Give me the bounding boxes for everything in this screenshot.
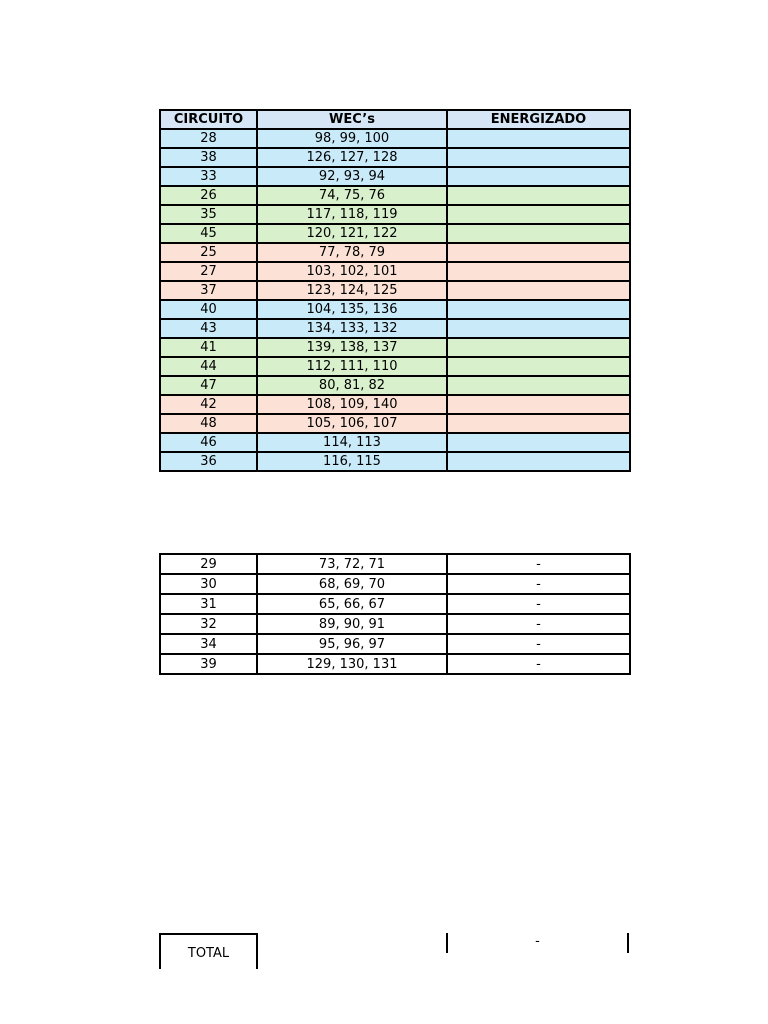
table-header-row <box>160 110 630 129</box>
wecs-cell: 92, 93, 94 <box>257 167 447 186</box>
circuito-cell: 26 <box>160 186 257 205</box>
table-row <box>160 148 630 167</box>
column-divider <box>627 933 629 953</box>
table-row <box>160 167 630 186</box>
table-row <box>160 614 630 634</box>
circuito-cell: 41 <box>160 338 257 357</box>
energizado-cell <box>447 433 630 452</box>
wecs-cell: 65, 66, 67 <box>257 594 447 614</box>
table-row <box>160 634 630 654</box>
total-row <box>159 933 629 961</box>
circuito-cell: 46 <box>160 433 257 452</box>
wecs-cell: 129, 130, 131 <box>257 654 447 674</box>
wecs-cell: 104, 135, 136 <box>257 300 447 319</box>
table-row <box>160 594 630 614</box>
total-value: - <box>535 934 540 949</box>
wecs-cell: 108, 109, 140 <box>257 395 447 414</box>
wecs-cell: 126, 127, 128 <box>257 148 447 167</box>
circuito-cell: 27 <box>160 262 257 281</box>
secondary-circuit-table <box>159 553 631 675</box>
wecs-cell: 123, 124, 125 <box>257 281 447 300</box>
circuito-cell: 33 <box>160 167 257 186</box>
circuito-cell: 44 <box>160 357 257 376</box>
header-wecs: WEC’s <box>257 110 447 129</box>
wecs-cell: 73, 72, 71 <box>257 554 447 574</box>
energizado-cell <box>447 186 630 205</box>
wecs-cell: 134, 133, 132 <box>257 319 447 338</box>
energizado-cell: - <box>447 654 630 674</box>
energizado-cell: - <box>447 614 630 634</box>
circuito-cell: 34 <box>160 634 257 654</box>
circuito-cell: 47 <box>160 376 257 395</box>
circuito-cell: 29 <box>160 554 257 574</box>
energizado-cell <box>447 224 630 243</box>
table-row <box>160 281 630 300</box>
energizado-cell <box>447 338 630 357</box>
energizado-cell <box>447 129 630 148</box>
wecs-cell: 77, 78, 79 <box>257 243 447 262</box>
circuito-cell: 25 <box>160 243 257 262</box>
header-circuito: CIRCUITO <box>160 110 257 129</box>
wecs-cell: 112, 111, 110 <box>257 357 447 376</box>
energizado-cell <box>447 281 630 300</box>
table-row <box>160 243 630 262</box>
table-row <box>160 186 630 205</box>
table-row <box>160 414 630 433</box>
energizado-cell: - <box>447 634 630 654</box>
energizado-cell <box>447 376 630 395</box>
secondary-table-body <box>160 554 630 674</box>
energizado-cell <box>447 414 630 433</box>
wecs-cell: 68, 69, 70 <box>257 574 447 594</box>
circuito-cell: 37 <box>160 281 257 300</box>
circuito-cell: 28 <box>160 129 257 148</box>
circuito-cell: 35 <box>160 205 257 224</box>
circuito-cell: 39 <box>160 654 257 674</box>
wecs-cell: 74, 75, 76 <box>257 186 447 205</box>
table-row <box>160 338 630 357</box>
wecs-cell: 139, 138, 137 <box>257 338 447 357</box>
table-row <box>160 395 630 414</box>
circuit-table-body <box>160 129 630 471</box>
circuito-cell: 43 <box>160 319 257 338</box>
table-row <box>160 300 630 319</box>
wecs-cell: 95, 96, 97 <box>257 634 447 654</box>
table-row <box>160 224 630 243</box>
wecs-cell: 103, 102, 101 <box>257 262 447 281</box>
circuito-cell: 45 <box>160 224 257 243</box>
table-row <box>160 574 630 594</box>
wecs-cell: 114, 113 <box>257 433 447 452</box>
circuito-cell: 48 <box>160 414 257 433</box>
energizado-cell <box>447 452 630 471</box>
table-row <box>160 376 630 395</box>
energizado-cell <box>447 148 630 167</box>
wecs-cell: 116, 115 <box>257 452 447 471</box>
energizado-cell <box>447 167 630 186</box>
wecs-cell: 117, 118, 119 <box>257 205 447 224</box>
wecs-cell: 89, 90, 91 <box>257 614 447 634</box>
circuito-cell: 32 <box>160 614 257 634</box>
energizado-cell <box>447 300 630 319</box>
energizado-cell <box>447 243 630 262</box>
table-row <box>160 452 630 471</box>
circuito-cell: 36 <box>160 452 257 471</box>
table-row <box>160 205 630 224</box>
energizado-cell: - <box>447 594 630 614</box>
wecs-cell: 98, 99, 100 <box>257 129 447 148</box>
table-row <box>160 654 630 674</box>
total-label: TOTAL <box>159 933 258 969</box>
circuit-table <box>159 109 631 472</box>
circuito-cell: 30 <box>160 574 257 594</box>
header-energizado: ENERGIZADO <box>447 110 630 129</box>
wecs-cell: 105, 106, 107 <box>257 414 447 433</box>
energizado-cell <box>447 262 630 281</box>
table-row <box>160 319 630 338</box>
circuito-cell: 38 <box>160 148 257 167</box>
energizado-cell: - <box>447 554 630 574</box>
table-row <box>160 262 630 281</box>
energizado-cell <box>447 319 630 338</box>
table-row <box>160 357 630 376</box>
table-row <box>160 554 630 574</box>
circuito-cell: 42 <box>160 395 257 414</box>
circuito-cell: 31 <box>160 594 257 614</box>
circuito-cell: 40 <box>160 300 257 319</box>
energizado-cell <box>447 357 630 376</box>
energizado-cell: - <box>447 574 630 594</box>
energizado-cell <box>447 205 630 224</box>
wecs-cell: 80, 81, 82 <box>257 376 447 395</box>
table-row <box>160 129 630 148</box>
energizado-cell <box>447 395 630 414</box>
table-row <box>160 433 630 452</box>
wecs-cell: 120, 121, 122 <box>257 224 447 243</box>
